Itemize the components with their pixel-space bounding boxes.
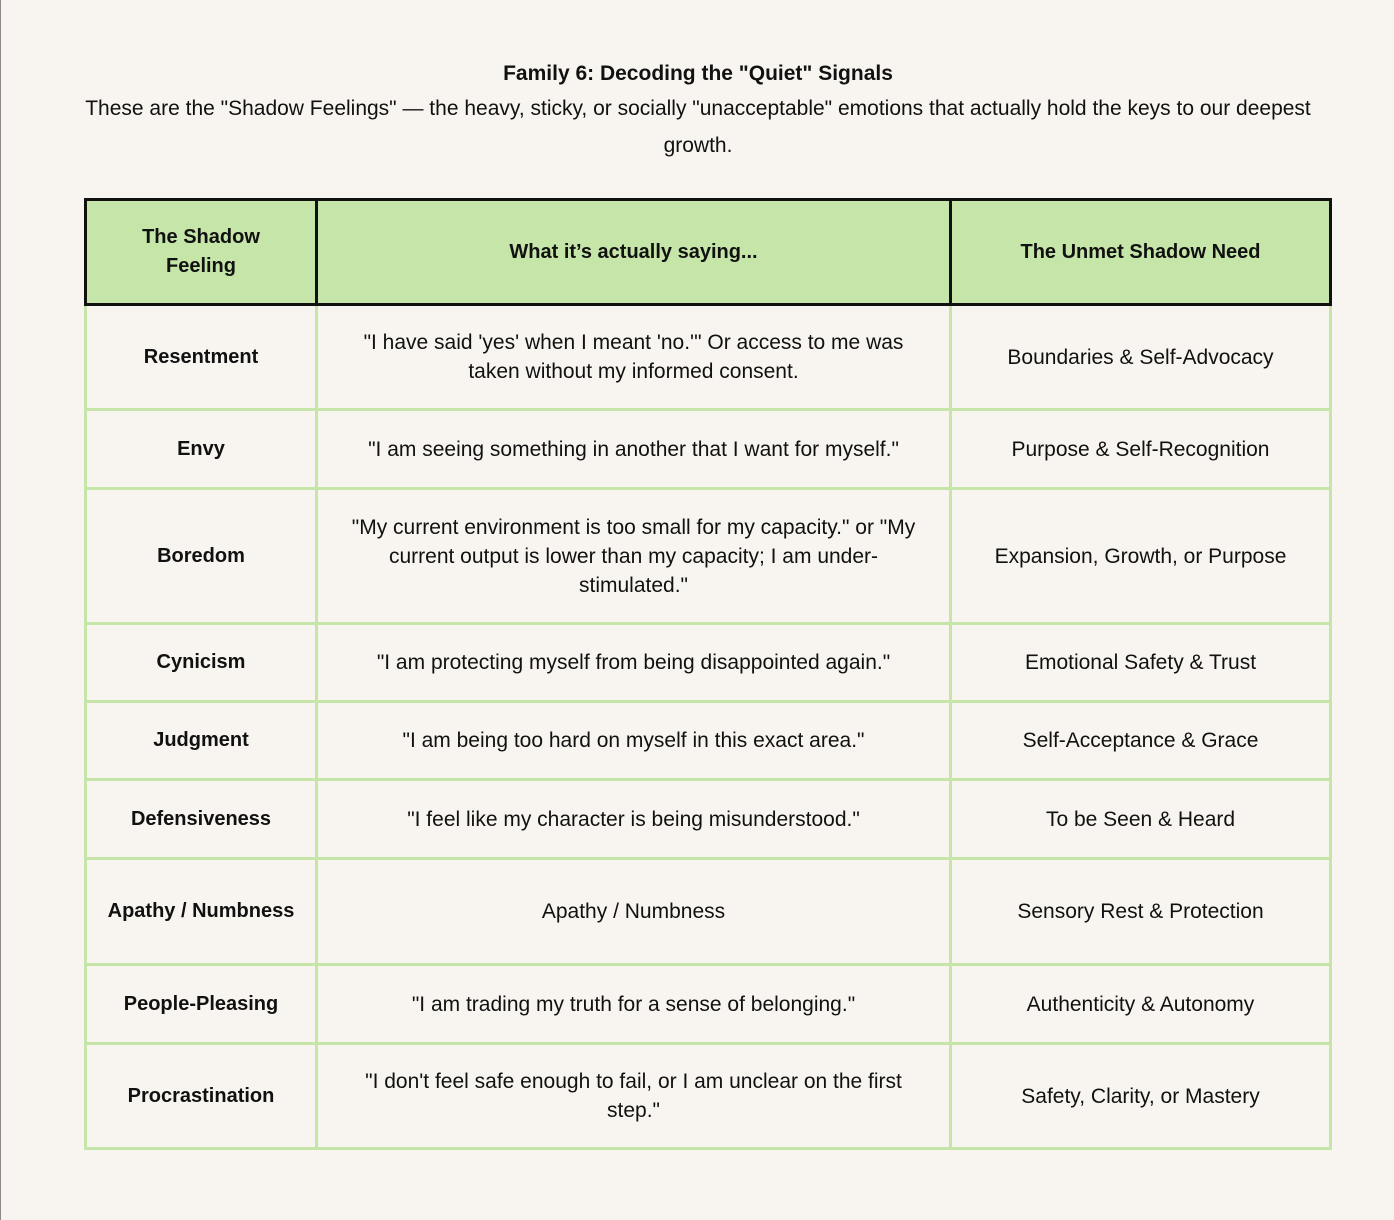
feeling-cell: Defensiveness (86, 780, 317, 859)
feeling-cell: Boredom (86, 489, 317, 624)
need-cell: Emotional Safety & Trust (951, 624, 1331, 702)
feeling-cell: Procrastination (86, 1044, 317, 1149)
table-row (86, 965, 1331, 1044)
feeling-cell: Cynicism (86, 624, 317, 702)
table-row (86, 702, 1331, 780)
table-row (86, 1044, 1331, 1149)
column-header-saying: What it’s actually saying... (317, 200, 951, 305)
feeling-cell: Judgment (86, 702, 317, 780)
saying-cell: "I am protecting myself from being disappointed again." (317, 624, 951, 702)
table-row (86, 859, 1331, 965)
need-cell: Authenticity & Autonomy (951, 965, 1331, 1044)
table-row (86, 410, 1331, 489)
table-row (86, 489, 1331, 624)
feeling-cell: People-Pleasing (86, 965, 317, 1044)
table-row (86, 780, 1331, 859)
table-header-row (86, 200, 1331, 305)
saying-cell: "I am seeing something in another that I want for myself." (317, 410, 951, 489)
saying-cell: "My current environment is too small for my capacity." or "My current output is lower than my capacity; I am under-stimulated." (317, 489, 951, 624)
need-cell: Safety, Clarity, or Mastery (951, 1044, 1331, 1149)
need-cell: Purpose & Self-Recognition (951, 410, 1331, 489)
column-header-need: The Unmet Shadow Need (951, 200, 1331, 305)
need-cell: To be Seen & Heard (951, 780, 1331, 859)
saying-cell: Apathy / Numbness (317, 859, 951, 965)
saying-cell: "I feel like my character is being misunderstood." (317, 780, 951, 859)
table-row (86, 624, 1331, 702)
page-title: Family 6: Decoding the "Quiet" Signals (503, 62, 893, 85)
need-cell: Boundaries & Self-Advocacy (951, 305, 1331, 410)
need-cell: Self-Acceptance & Grace (951, 702, 1331, 780)
column-header-feeling: The Shadow Feeling (86, 200, 317, 305)
table-row (86, 305, 1331, 410)
saying-cell: "I am trading my truth for a sense of belonging." (317, 965, 951, 1044)
feeling-cell: Envy (86, 410, 317, 489)
feeling-cell: Apathy / Numbness (86, 859, 317, 965)
saying-cell: "I have said 'yes' when I meant 'no.'" Or access to me was taken without my informed consent. (317, 305, 951, 410)
page-subtitle: These are the "Shadow Feelings" — the heavy, sticky, or socially "unacceptable" emotions that actually hold the keys to our deepest growth. (85, 97, 1311, 157)
feeling-cell: Resentment (86, 305, 317, 410)
need-cell: Expansion, Growth, or Purpose (951, 489, 1331, 624)
saying-cell: "I am being too hard on myself in this exact area." (317, 702, 951, 780)
shadow-feelings-table (84, 198, 1332, 1150)
heading-block (1, 58, 1394, 164)
need-cell: Sensory Rest & Protection (951, 859, 1331, 965)
saying-cell: "I don't feel safe enough to fail, or I am unclear on the first step." (317, 1044, 951, 1149)
